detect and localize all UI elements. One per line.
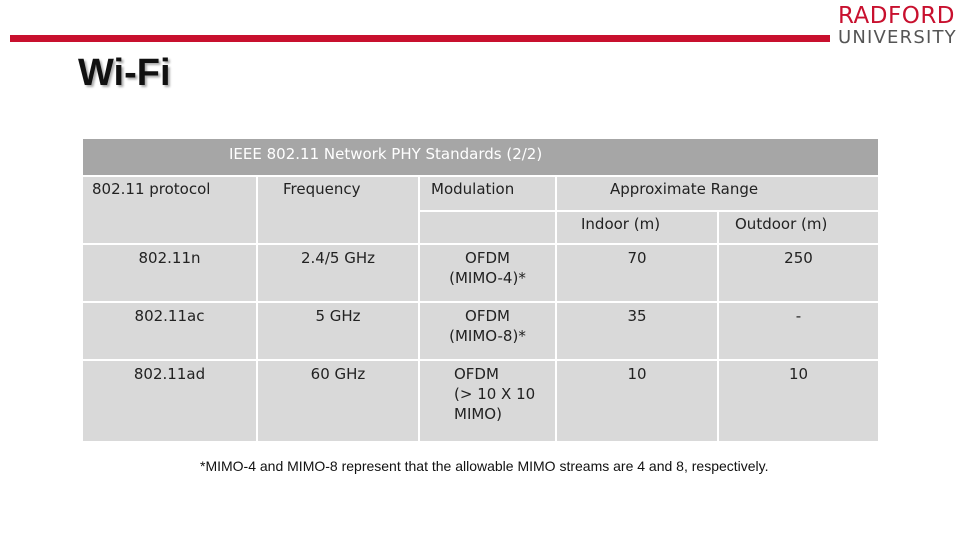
logo-line1: RADFORD: [838, 3, 956, 29]
table-row-2-protocol: [83, 303, 256, 359]
table-row-3-modulation: [420, 361, 555, 441]
header-modulation: Modulation: [431, 180, 515, 198]
footnote: *MIMO-4 and MIMO-8 represent that the allowable MIMO streams are 4 and 8, respectively.: [200, 458, 769, 474]
header-protocol-cell: [83, 177, 256, 243]
page-title: Wi-Fi: [78, 52, 171, 94]
header-range-cell: [557, 177, 878, 210]
table-row-2-indoor: [557, 303, 717, 359]
header-frequency: Frequency: [283, 180, 361, 198]
row-1-protocol: 802.11n: [138, 249, 201, 267]
row-2-protocol: 802.11ac: [134, 307, 205, 325]
table-row-3-outdoor: [719, 361, 878, 441]
table-row-3-frequency: [258, 361, 418, 441]
table-row-1-frequency: [258, 245, 418, 301]
row-2-modulation: OFDM (MIMO-8)*: [449, 307, 526, 345]
row-1-modulation: OFDM (MIMO-4)*: [449, 249, 526, 287]
row-1-frequency: 2.4/5 GHz: [301, 249, 375, 267]
header-indoor: Indoor (m): [581, 215, 661, 233]
table-row-2-outdoor: [719, 303, 878, 359]
header-outdoor-cell: [719, 212, 878, 243]
table-row-1-outdoor: [719, 245, 878, 301]
header-indoor-cell: [557, 212, 717, 243]
header-modulation-cell: [420, 177, 555, 210]
header-outdoor: Outdoor (m): [735, 215, 828, 233]
row-2-indoor: 35: [627, 307, 647, 325]
row-1-outdoor: 250: [784, 249, 813, 267]
table-title: IEEE 802.11 Network PHY Standards (2/2): [229, 145, 543, 163]
row-3-frequency: 60 GHz: [310, 365, 366, 383]
header-modulation-cell-lower: [420, 212, 555, 243]
row-3-modulation: OFDM (> 10 X 10 MIMO): [454, 365, 536, 423]
header-protocol: 802.11 protocol: [92, 180, 211, 198]
row-3-outdoor: 10: [788, 365, 809, 383]
radford-university-logo: [838, 3, 957, 48]
table-row-1-modulation: [420, 245, 555, 301]
table-title-band: [83, 139, 878, 175]
row-2-frequency: 5 GHz: [315, 307, 361, 325]
table-row-3-indoor: [557, 361, 717, 441]
logo-line2: UNIVERSITY: [838, 27, 957, 48]
top-accent-rule: [10, 35, 830, 42]
header-frequency-cell: [258, 177, 418, 243]
table-row-1-protocol: [83, 245, 256, 301]
row-3-protocol: 802.11ad: [133, 365, 206, 383]
header-range: Approximate Range: [610, 180, 759, 198]
table-row-3-protocol: [83, 361, 256, 441]
table-row-2-modulation: [420, 303, 555, 359]
table-row-1-indoor: [557, 245, 717, 301]
row-2-outdoor: -: [795, 307, 802, 325]
row-3-indoor: 10: [627, 365, 647, 383]
row-1-indoor: 70: [627, 249, 647, 267]
table-row-2-frequency: [258, 303, 418, 359]
